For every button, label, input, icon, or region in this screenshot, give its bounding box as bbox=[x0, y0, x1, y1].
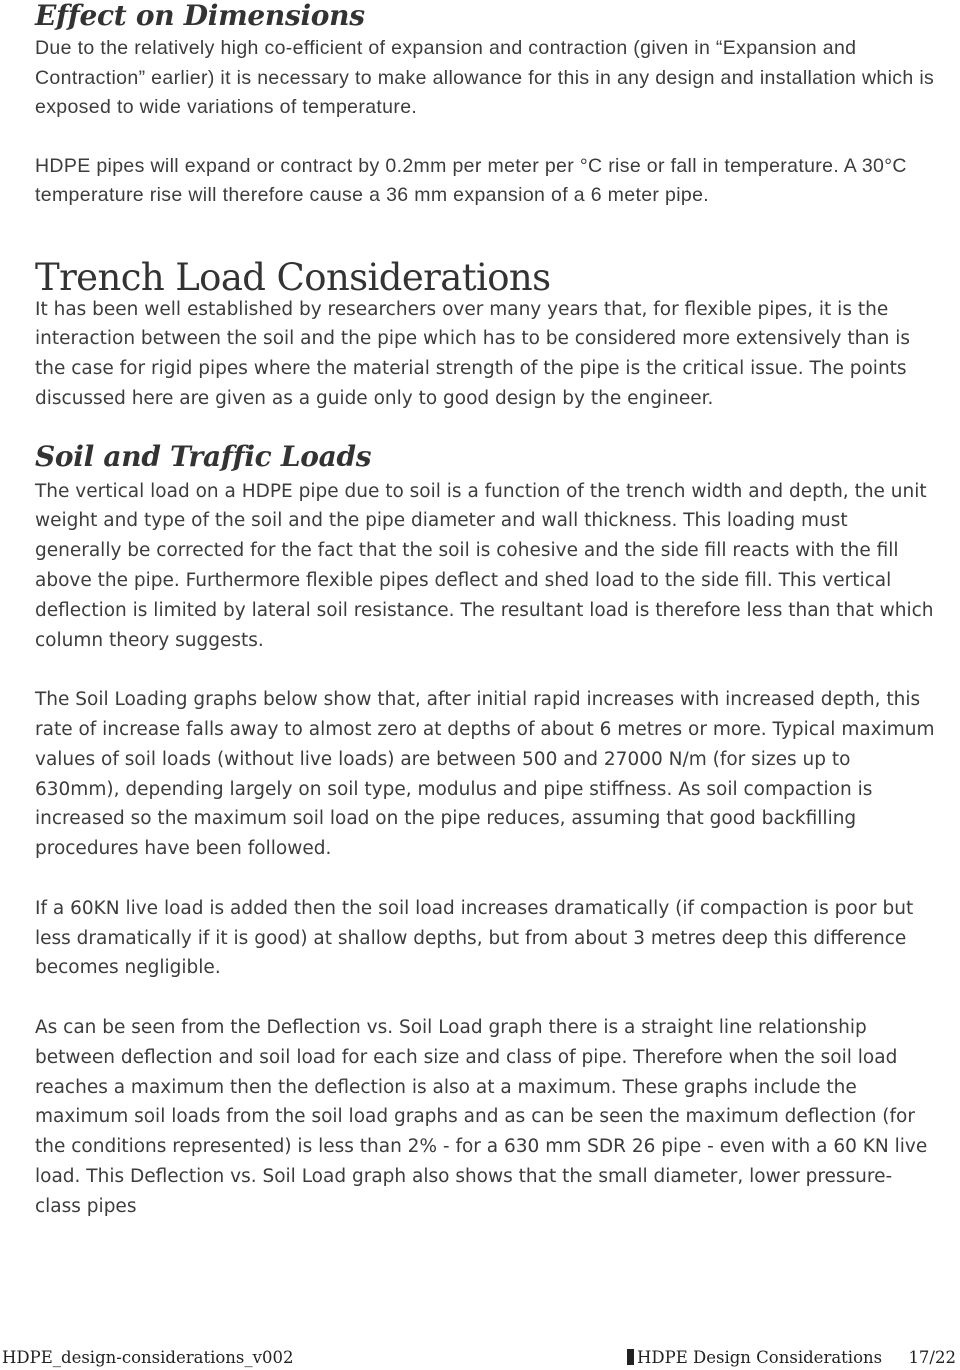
effect-paragraph-1: Due to the relatively high co-efficient of expansion and contraction (given in “Expansion and Contraction” earlier) it is necessary to make allowance for this in any design and installation which is exposed to wide variations of temperature. bbox=[35, 37, 935, 118]
section-heading-trench-load: Trench Load Considerations bbox=[35, 255, 551, 299]
footer-section-title: HDPE Design Considerations bbox=[637, 1348, 883, 1367]
footer-page-number: 17/22 bbox=[908, 1348, 956, 1367]
footer-marker-icon bbox=[627, 1349, 634, 1365]
section-heading-effect-on-dimensions: Effect on Dimensions bbox=[35, 0, 365, 32]
soil-paragraph-1: The vertical load on a HDPE pipe due to soil is a function of the trench width and depth, the unit weight and type of the soil and the pipe diameter and wall thickness. This loading must generally be corrected for the fact that the soil is cohesive and the side fill reacts with the fill above the pipe. Furthermore flexible pipes deflect and shed load to the side fill. This vertical deflection is limited by lateral soil resistance. The resultant load is therefore less than that which column theory suggests. bbox=[35, 480, 934, 651]
effect-paragraph-2: HDPE pipes will expand or contract by 0.2mm per meter per °C rise or fall in temperature. A 30°C temperature rise will therefore cause a 36 mm expansion of a 6 meter pipe. bbox=[35, 154, 907, 206]
soil-paragraph-4: As can be seen from the Deflection vs. Soil Load graph there is a straight line relationship between deflection and soil load for each size and class of pipe. Therefore when the soil load reaches a maximum then the deflection is also at a maximum. These graphs include the maximum soil loads from the soil load graphs and as can be seen the maximum deflection (for the conditions represented) is less than 2% - for a 630 mm SDR 26 pipe - even with a 60 KN live load. This Deflection vs. Soil Load graph also shows that the small diameter, lower pressure-class pipes bbox=[35, 1017, 928, 1217]
section-heading-soil-and-traffic: Soil and Traffic Loads bbox=[35, 439, 372, 473]
soil-paragraph-3: If a 60KN live load is added then the soil load increases dramatically (if compaction is poor but less dramatically if it is good) at shallow depths, but from about 3 metres deep this difference becomes negligible. bbox=[35, 897, 914, 979]
trench-paragraph-1: It has been well established by researchers over many years that, for flexible pipes, it is the interaction between the soil and the pipe which has to be considered more extensively than is the case for rigid pipes where the material strength of the pipe is the critical issue. The points discussed here are given as a guide only to good design by the engineer. bbox=[35, 298, 911, 409]
footer-section bbox=[627, 1348, 882, 1367]
page-footer bbox=[0, 1342, 960, 1370]
soil-paragraph-2: The Soil Loading graphs below show that, after initial rapid increases with increased depth, this rate of increase falls away to almost zero at depths of about 6 metres or more. Typical maximum values of soil loads (without live loads) are between 500 and 27000 N/m (for sizes up to 630mm), depending largely on soil type, modulus and pipe stiffness. As soil compaction is increased so the maximum soil load on the pipe reduces, assuming that good backfilling procedures have been followed. bbox=[35, 689, 935, 860]
page-content bbox=[35, 0, 935, 1222]
footer-document-name: HDPE_design-considerations_v002 bbox=[2, 1348, 294, 1367]
